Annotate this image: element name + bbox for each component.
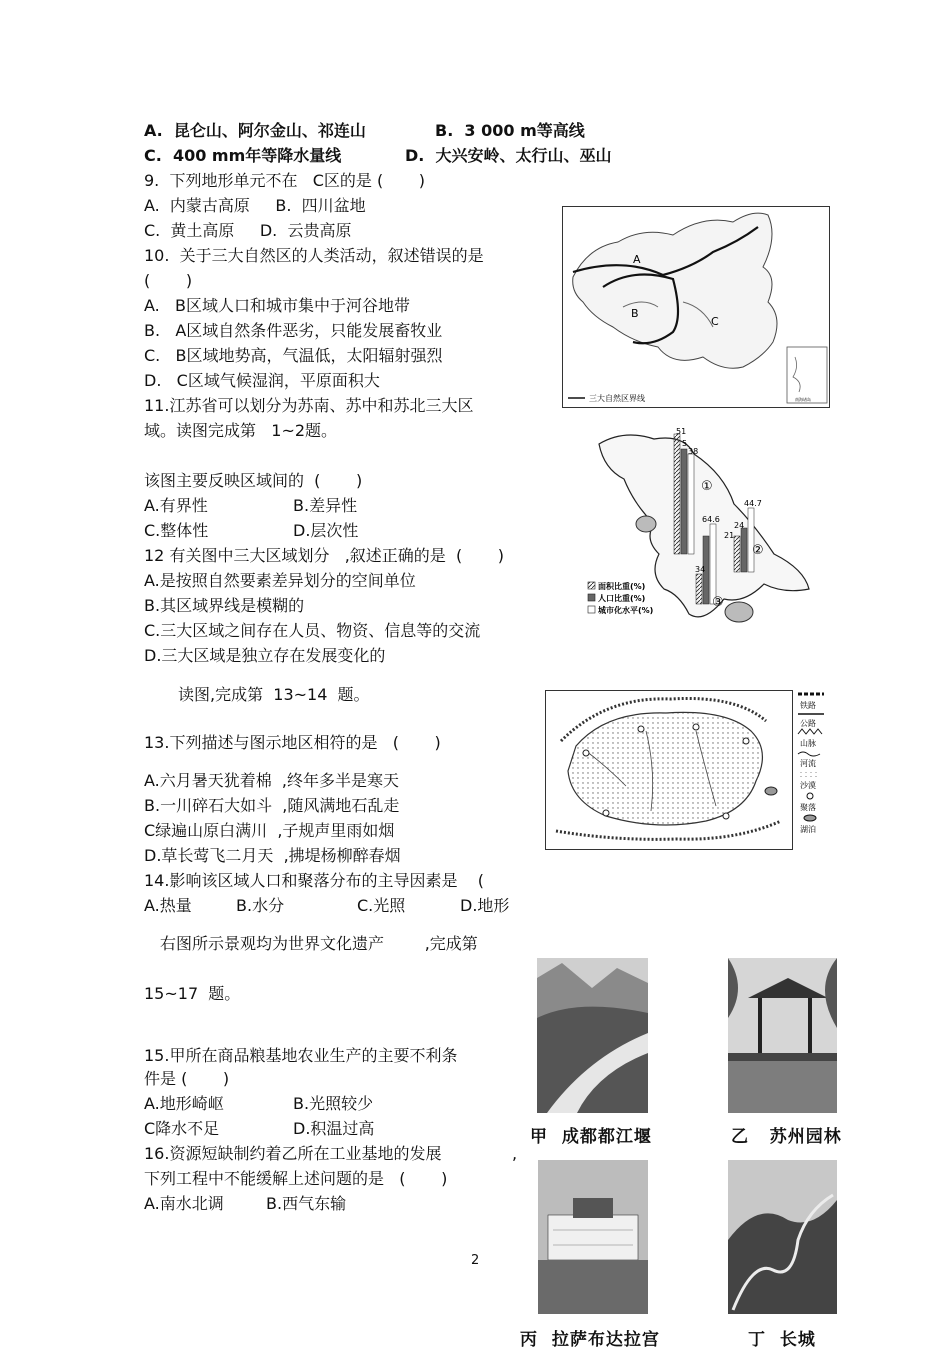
- question-11-option-b: B.差异性: [293, 496, 358, 515]
- bar-area-north: [674, 434, 680, 554]
- option-a-mountains: A. 昆仑山、阿尔金山、祁连山: [144, 121, 366, 140]
- legend-settlement: 聚落: [800, 803, 816, 812]
- question-15-option-b: B.光照较少: [293, 1094, 374, 1113]
- question-12-option-d: D.三大区域是独立存在发展变化的: [144, 646, 386, 665]
- question-16-option-a: A.南水北调: [144, 1194, 224, 1213]
- question-10-option-b: B. A区域自然条件恶劣，只能发展畜牧业: [144, 321, 443, 340]
- question-12-option-b: B.其区域界线是模糊的: [144, 596, 305, 615]
- question-15-option-d: D.积温过高: [293, 1119, 375, 1138]
- question-10-option-a: A. B区域人口和城市集中于河谷地带: [144, 296, 410, 315]
- region-label-c: C: [711, 315, 719, 328]
- question-16-comma: ,: [512, 1144, 518, 1163]
- bar-population-north: [681, 449, 687, 554]
- bar-label-21: 21: [724, 531, 735, 540]
- legend-desert: 沙漠: [800, 781, 816, 790]
- question-11-stem: 该图主要反映区域间的 ( ): [144, 471, 363, 490]
- question-13-option-d: D.草长莺飞二月天 ,拂堤杨柳醉春烟: [144, 846, 401, 865]
- question-11: 11.江苏省可以划分为苏南、苏中和苏北三大区: [144, 396, 474, 415]
- basin-map-legend: [794, 690, 828, 848]
- bar-label-5: 5: [682, 439, 688, 448]
- question-13-option-c: C绿遍山原白满川 ,子规声里雨如烟: [144, 821, 395, 840]
- read-instruction-15-line2: 15~17 题。: [144, 984, 241, 1003]
- inset-note: 南海诸岛: [795, 397, 811, 402]
- bar-label-38: 38: [688, 447, 699, 456]
- legend-swatch-urban: [588, 606, 595, 613]
- caption-bing: 丙 拉萨布达拉宫: [520, 1330, 660, 1350]
- option-d-ranges: D. 大兴安岭、太行山、巫山: [405, 146, 612, 165]
- caption-ding: 丁 长城: [748, 1330, 816, 1350]
- photo-great-wall: [728, 1160, 837, 1314]
- question-13-option-a: A.六月暑天犹着棉 ,终年多半是寒天: [144, 771, 400, 790]
- question-10-paren: ( ): [144, 271, 193, 290]
- question-16-option-b: B.西气东输: [266, 1194, 347, 1213]
- question-11-option-c: C.整体性: [144, 521, 209, 540]
- legend-river: 河流: [800, 759, 816, 768]
- caption-yi: 乙 苏州园林: [731, 1127, 842, 1147]
- question-16: 16.资源短缺制约着乙所在工业基地的发展: [144, 1144, 442, 1163]
- option-b-contour: B. 3 000 m等高线: [435, 121, 585, 140]
- question-11-line2: 域。读图完成第 1~2题。: [144, 421, 338, 440]
- bar-label-34: 34: [695, 565, 706, 574]
- question-14-option-a: A.热量: [144, 896, 192, 915]
- legend-swatch-area: [588, 582, 595, 589]
- question-15: 15.甲所在商品粮基地农业生产的主要不利条: [144, 1046, 458, 1065]
- legend-road: 公路: [800, 719, 816, 728]
- legend-lake: 湖泊: [800, 825, 816, 834]
- legend-swatch-population: [588, 594, 595, 601]
- question-9-options-cd: C. 黄土高原 D. 云贵高原: [144, 221, 352, 240]
- bar-label-64-6: 64.6: [702, 515, 720, 524]
- question-16-line2: 下列工程中不能缓解上述问题的是 ( ): [144, 1169, 448, 1188]
- question-14: 14.影响该区域人口和聚落分布的主导因素是 (: [144, 871, 485, 890]
- region-marker-1: ①: [701, 479, 713, 494]
- question-14-option-d: D.地形: [460, 896, 510, 915]
- photo-dujiangyan: [537, 958, 648, 1113]
- question-12: 12 有关图中三大区域划分 ,叙述正确的是 ( ): [144, 546, 505, 565]
- boundary-legend-label: 三大自然区界线: [589, 394, 645, 403]
- bar-urban-central: [748, 508, 754, 572]
- question-15-line2: 件是 ( ): [144, 1069, 230, 1088]
- question-10-option-c: C. B区域地势高，气温低，太阳辐射强烈: [144, 346, 443, 365]
- legend-population: 人口比重(%): [598, 594, 646, 603]
- bar-area-south: [696, 574, 702, 604]
- legend-urban: 城市化水平(%): [598, 606, 654, 615]
- question-13: 13.下列描述与图示地区相符的是 ( ): [144, 733, 441, 752]
- read-instruction-15: 右图所示景观均为世界文化遗产 ,完成第: [160, 934, 478, 953]
- bar-population-central: [741, 528, 747, 572]
- bar-urban-north: [688, 454, 694, 554]
- region-marker-2: ②: [752, 543, 764, 558]
- question-15-option-a: A.地形崎岖: [144, 1094, 224, 1113]
- bar-area-central: [734, 536, 740, 572]
- jiangsu-map: [584, 424, 814, 628]
- question-9: 9. 下列地形单元不在 C区的是 ( ): [144, 171, 426, 190]
- bar-label-51: 51: [676, 427, 687, 436]
- region-label-a: A: [633, 253, 641, 266]
- question-13-option-b: B.一川碎石大如斗 ,随风满地石乱走: [144, 796, 400, 815]
- question-10-option-d: D. C区域气候湿润，平原面积大: [144, 371, 380, 390]
- basin-map: [545, 690, 793, 850]
- legend-area: 面积比重(%): [598, 582, 646, 591]
- page-number: 2: [471, 1253, 480, 1268]
- caption-jia: 甲 成都都江堰: [530, 1127, 652, 1147]
- bar-label-24: 24: [734, 521, 745, 530]
- question-12-option-c: C.三大区域之间存在人员、物资、信息等的交流: [144, 621, 481, 640]
- bar-label-44-7: 44.7: [744, 499, 762, 508]
- read-instruction-13: 读图,完成第 13~14 题。: [178, 685, 370, 704]
- legend-mountain: 山脉: [800, 739, 816, 748]
- option-c-precip: C. 400 mm年等降水量线: [144, 146, 342, 165]
- question-11-option-a: A.有界性: [144, 496, 208, 515]
- question-11-option-d: D.层次性: [293, 521, 359, 540]
- china-regions-map: [562, 206, 830, 408]
- question-14-option-c: C.光照: [357, 896, 406, 915]
- question-9-options-ab: A. 内蒙古高原 B. 四川盆地: [144, 196, 366, 215]
- question-10: 10. 关于三大自然区的人类活动，叙述错误的是: [144, 246, 484, 265]
- question-12-option-a: A.是按照自然要素差异划分的空间单位: [144, 571, 416, 590]
- question-15-option-c: C降水不足: [144, 1119, 220, 1138]
- bar-urban-south: [710, 524, 716, 604]
- legend-railway: 铁路: [800, 701, 816, 710]
- photo-suzhou-garden: [728, 958, 837, 1113]
- region-marker-3: ③: [712, 595, 724, 610]
- question-14-option-b: B.水分: [236, 896, 285, 915]
- photo-potala-palace: [538, 1160, 648, 1314]
- region-label-b: B: [631, 307, 639, 320]
